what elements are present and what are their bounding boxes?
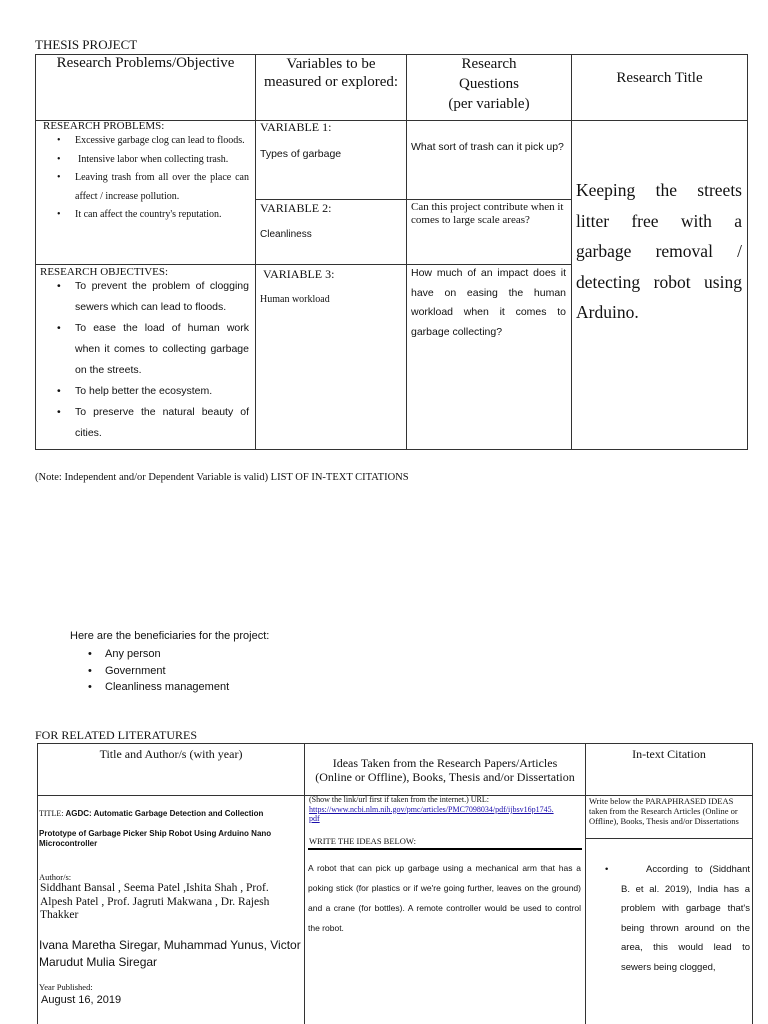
lit-citation-item bbox=[621, 860, 750, 977]
variable-2-value: Cleanliness bbox=[260, 229, 312, 240]
lit-authors-2: Ivana Maretha Siregar, Muhammad Yunus, Victor Marudut Mulia Siregar bbox=[39, 938, 301, 969]
header-research-title: Research Title bbox=[616, 70, 703, 86]
beneficiary-text: Government bbox=[105, 664, 166, 677]
problems-heading: RESEARCH PROBLEMS: bbox=[43, 120, 165, 132]
lit-header-ideas-line2: (Online or Offline), Books, Thesis and/or Dissertation bbox=[315, 770, 575, 784]
problem-item-text: Excessive garbage clog can lead to floods. bbox=[75, 135, 245, 146]
lit-title-label: TITLE: bbox=[39, 809, 64, 818]
lit-url-label: (Show the link/url first if taken from the internet.) URL: bbox=[309, 795, 489, 804]
lit-citation-text: According to (Siddhant B. et al. 2019), India has a problem with garbage that's being thrown around on the area, this would lead to sewers being clogged, bbox=[621, 864, 750, 973]
variable-3-value: Human workload bbox=[260, 294, 330, 305]
lit-header-title: Title and Author/s (with year) bbox=[99, 747, 243, 761]
lit-authors-label: Author/s: bbox=[39, 872, 72, 882]
problems-list bbox=[75, 132, 249, 225]
objective-item-text: To preserve the natural beauty of cities. bbox=[75, 406, 249, 439]
objective-item-text: To help better the ecosystem. bbox=[75, 385, 213, 397]
variable-2-label: VARIABLE 2: bbox=[260, 201, 332, 215]
lit-title-1 bbox=[39, 809, 301, 819]
beneficiary-text: Cleanliness management bbox=[105, 681, 230, 693]
lit-url-block bbox=[309, 795, 579, 824]
variable-1-label: VARIABLE 1: bbox=[260, 120, 332, 134]
lit-citation-list bbox=[621, 860, 750, 977]
beneficiary-item bbox=[105, 646, 229, 663]
problem-item bbox=[75, 151, 249, 170]
problem-item bbox=[75, 206, 249, 225]
objective-item-text: To prevent the problem of clogging sewers which can lead to floods. bbox=[75, 280, 249, 313]
question-3: How much of an impact does it have on easing the human workload when it comes to garbage collecting? bbox=[411, 267, 566, 338]
lit-title-2: Prototype of Garbage Picker Ship Robot Using Arduino Nano Microcontroller bbox=[39, 829, 272, 848]
beneficiaries-list bbox=[105, 646, 229, 696]
literature-heading: FOR RELATED LITERATURES bbox=[35, 728, 197, 742]
beneficiary-item bbox=[105, 663, 229, 680]
header-variables-line1: Variables to be bbox=[286, 56, 376, 72]
page-title: THESIS PROJECT bbox=[35, 37, 138, 52]
lit-authors-1: Siddhant Bansal , Seema Patel ,Ishita Shah , Prof. Alpesh Patel , Prof. Jagruti Makwana , Dr. Rajesh Thakker bbox=[40, 882, 270, 921]
header-questions-line2: Questions bbox=[459, 76, 519, 92]
header-research-questions bbox=[407, 54, 571, 114]
problem-item-text: Leaving trash from all over the place can affect / increase pollution. bbox=[75, 172, 249, 202]
objective-item bbox=[75, 318, 249, 381]
lit-header-ideas-line1: Ideas Taken from the Research Papers/Articles bbox=[332, 756, 558, 770]
objective-item bbox=[75, 402, 249, 444]
lit-write-ideas: WRITE THE IDEAS BELOW: bbox=[309, 836, 416, 846]
problem-item bbox=[75, 169, 249, 206]
lit-paraphrase-label: Write below the PARAPHRASED IDEAS taken from the Research Articles (Online or Offline), Books, Thesis and/or Dissertations bbox=[589, 796, 739, 826]
header-questions-line1: Research bbox=[461, 56, 517, 72]
beneficiary-text: Any person bbox=[105, 648, 161, 660]
lit-url-link[interactable]: https://www.ncbi.nlm.nih.gov/pmc/articles/PMC7098034/pdf/ijbsv16p1745.pdf bbox=[309, 804, 554, 823]
objective-item bbox=[75, 381, 249, 402]
lit-title-1-text: AGDC: Automatic Garbage Detection and Collection bbox=[65, 809, 264, 818]
header-questions-line3: (per variable) bbox=[448, 96, 530, 112]
objectives-list bbox=[75, 276, 249, 444]
header-variables-line2: measured or explored: bbox=[263, 74, 399, 90]
objective-item bbox=[75, 276, 249, 318]
variable-1-value: Types of garbage bbox=[260, 148, 342, 160]
header-variables bbox=[256, 55, 406, 91]
objective-item-text: To ease the load of human work when it comes to collecting garbage on the streets. bbox=[75, 322, 249, 376]
problem-item-text: Intensive labor when collecting trash. bbox=[78, 153, 229, 165]
objectives-heading: RESEARCH OBJECTIVES: bbox=[40, 266, 169, 278]
header-research-problems: Research Problems/Objective bbox=[56, 55, 235, 71]
beneficiary-item bbox=[105, 679, 229, 696]
beneficiaries-intro: Here are the beneficiaries for the project: bbox=[70, 630, 270, 642]
lit-year: August 16, 2019 bbox=[41, 994, 122, 1006]
lit-ideas: A robot that can pick up garbage using a mechanical arm that has a poking stick (for plastics or if we're going further, leaves on the ground) and a crane (for bottles). A remote controller would be used to control the robot. bbox=[308, 863, 581, 933]
problem-item-text: It can affect the country's reputation. bbox=[75, 209, 222, 220]
lit-year-label: Year Published: bbox=[39, 982, 93, 992]
lit-header-ideas bbox=[305, 756, 585, 784]
question-2: Can this project contribute when it comes to large scale areas? bbox=[411, 201, 564, 226]
research-title: Keeping the streets litter free with a garbage removal / detecting robot using Arduino. bbox=[576, 180, 742, 322]
variable-3-label: VARIABLE 3: bbox=[263, 267, 335, 281]
lit-header-citation: In-text Citation bbox=[632, 747, 706, 761]
citations-note: (Note: Independent and/or Dependent Variable is valid) LIST OF IN-TEXT CITATIONS bbox=[35, 472, 409, 483]
question-1: What sort of trash can it pick up? bbox=[411, 141, 564, 153]
problem-item bbox=[75, 132, 249, 151]
